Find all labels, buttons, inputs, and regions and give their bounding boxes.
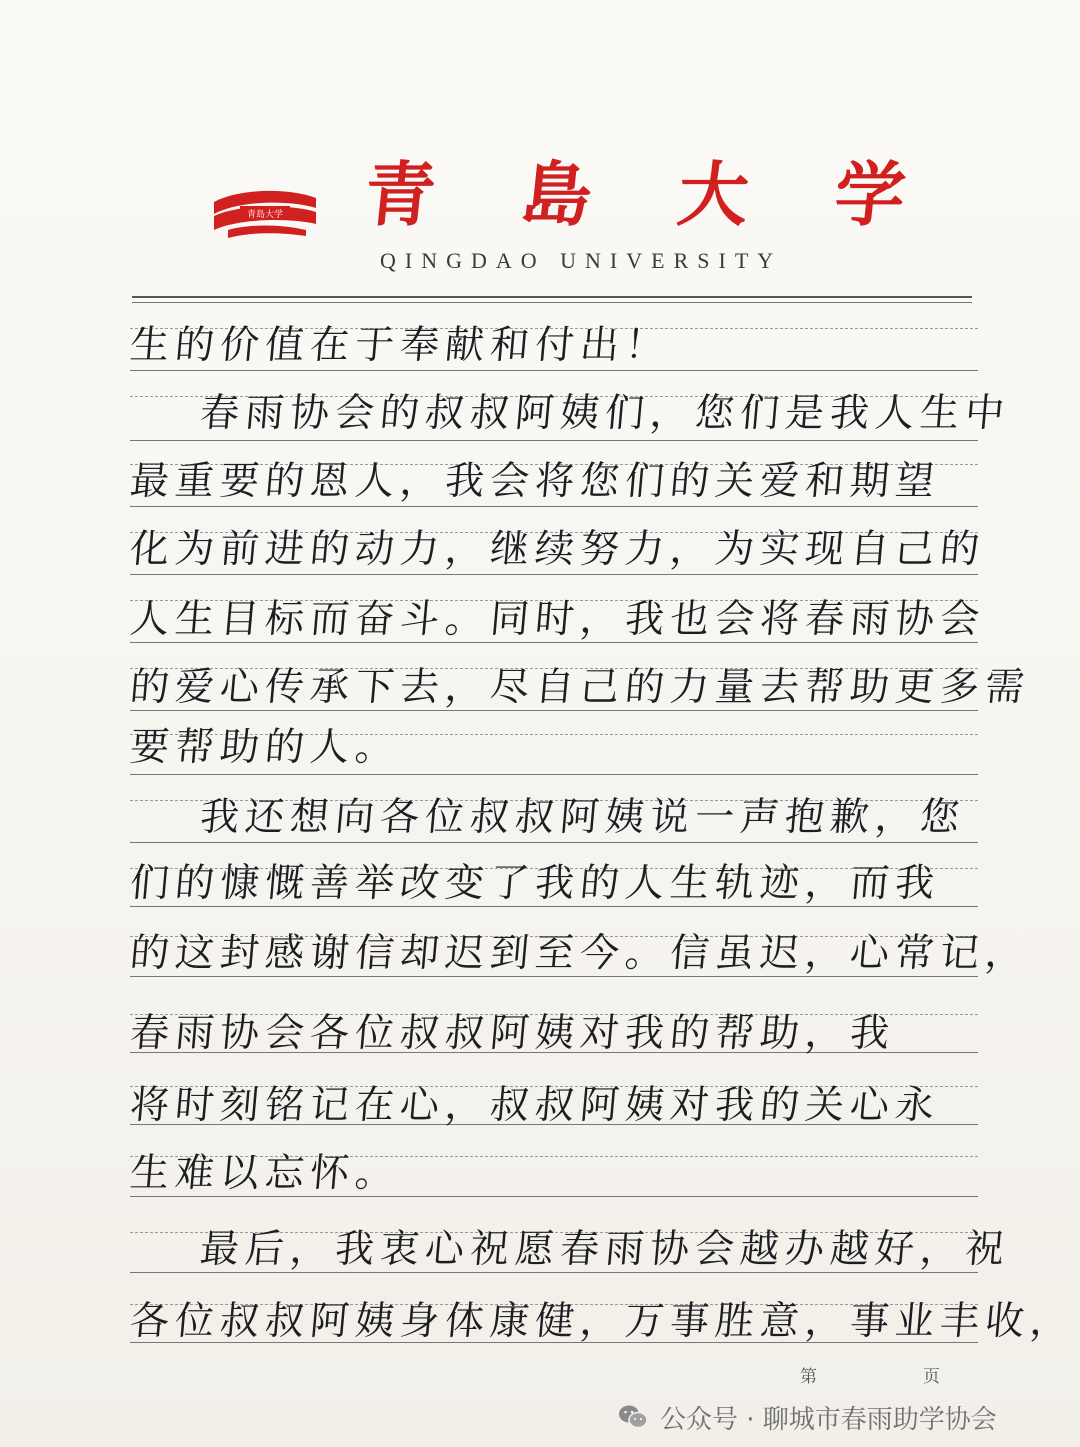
letter-line: 我还想向各位叔叔阿姨说一声抱歉，您 <box>198 795 968 840</box>
letter-line: 人生目标而奋斗。同时，我也会将春雨协会 <box>128 597 988 642</box>
university-logo <box>210 180 320 242</box>
university-name-cn <box>360 150 909 240</box>
letter-line: 将时刻铭记在心，叔叔阿姨对我的关心永 <box>128 1083 943 1128</box>
letter-line: 春雨协会各位叔叔阿姨对我的帮助，我 <box>128 1011 898 1056</box>
page-number-label <box>800 1362 940 1387</box>
letter-line: 们的慷慨善举改变了我的人生轨迹，而我 <box>128 861 943 906</box>
header-rule <box>132 296 972 298</box>
letter-line: 最后，我衷心祝愿春雨协会越办越好，祝 <box>198 1227 1013 1272</box>
letter-line: 各位叔叔阿姨身体康健，万事胜意，事业丰收， <box>128 1299 1078 1344</box>
letter-line: 生的价值在于奉献和付出！ <box>128 323 673 368</box>
page-label-left: 第 <box>800 1367 817 1387</box>
university-char: 島 <box>517 153 597 236</box>
university-char: 学 <box>830 153 910 236</box>
university-char: 大 <box>674 153 753 236</box>
header-rule-thin <box>132 302 972 303</box>
letter-line: 春雨协会的叔叔阿姨们，您们是我人生中 <box>198 391 1013 436</box>
university-char: 青 <box>360 153 440 236</box>
watermark-text: 公众号 · 聊城市春雨助学协会 <box>660 1404 997 1435</box>
letter-line: 的爱心传承下去，尽自己的力量去帮助更多需 <box>128 665 1033 710</box>
watermark <box>618 1392 997 1442</box>
university-name-en: QINGDAO UNIVERSITY <box>380 248 783 273</box>
letter-line: 化为前进的动力，继续努力，为实现自己的 <box>128 527 988 572</box>
svg-text:青島大学: 青島大学 <box>246 210 284 220</box>
letter-line: 的这封感谢信却迟到至今。信虽迟，心常记， <box>128 931 1033 976</box>
letterhead <box>200 150 920 280</box>
letter-line: 生难以忘怀。 <box>128 1151 403 1196</box>
page-label-right: 页 <box>923 1367 940 1387</box>
letter-line: 最重要的恩人，我会将您们的关爱和期望 <box>128 459 943 504</box>
letter-line: 要帮助的人。 <box>128 725 403 770</box>
wechat-icon <box>618 1404 648 1430</box>
